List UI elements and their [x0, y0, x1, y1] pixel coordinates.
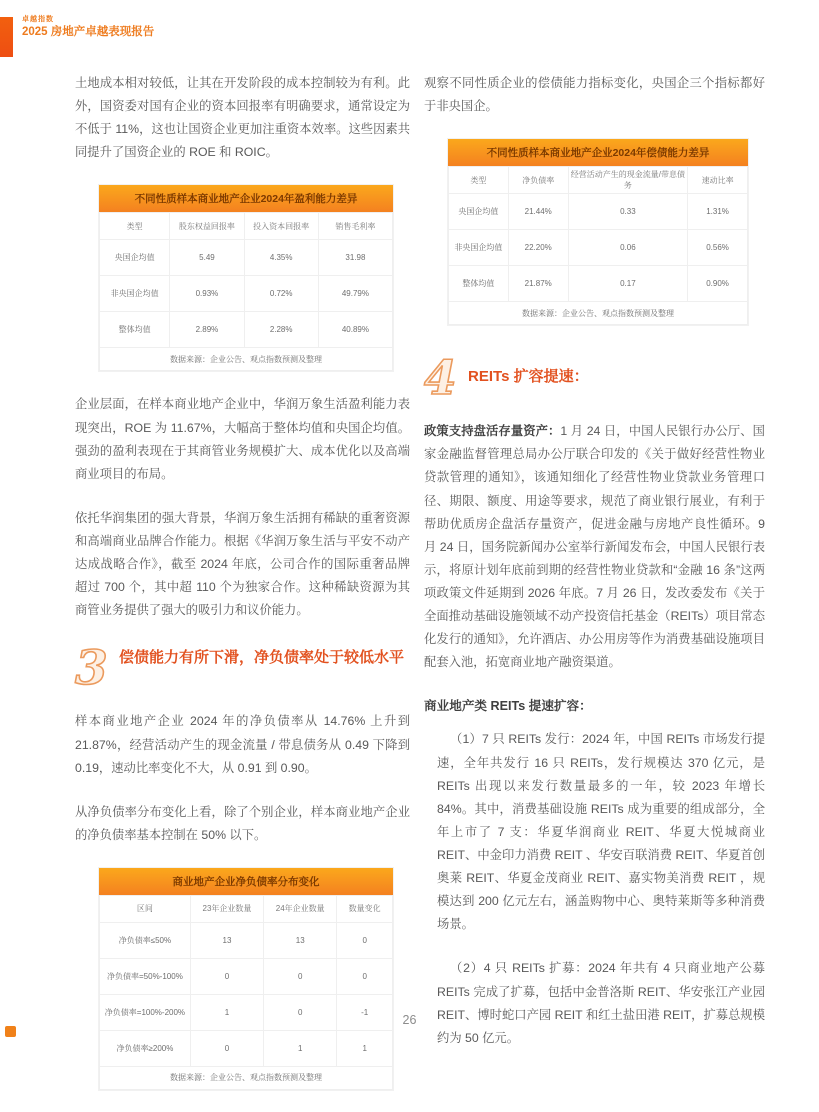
cell: 22.20% [508, 230, 568, 266]
brand-top-label: 卓越指数 [22, 16, 54, 23]
cell: 13 [264, 922, 337, 958]
column-header: 经营活动产生的现金流量/带息债务 [568, 167, 688, 194]
solvency-table [448, 139, 748, 325]
column-header: 区间 [100, 895, 191, 922]
column-header: 净负债率 [508, 167, 568, 194]
column-header: 24年企业数量 [264, 895, 337, 922]
section-3-number: 3 [75, 641, 108, 697]
cell: 0.90% [688, 266, 748, 302]
section-3-title: 偿债能力有所下滑，净负债率处于较低水平 [119, 649, 405, 667]
row-label: 非央国企均值 [449, 230, 509, 266]
cell: 0 [264, 994, 337, 1030]
cell: 0.17 [568, 266, 688, 302]
cell: 4.35% [244, 240, 318, 276]
reits-item-2: （2）4 只 REITs 扩募：2024 年共有 4 只商业地产公募 REITs 完成了扩募，包括中金普洛斯 REIT、华安张江产业园 REIT、博时蛇口产园 REIT 和红土盐田港 REIT，扩募总规模约为 50 亿元。 [437, 961, 765, 1045]
debt-distribution-table [99, 868, 393, 1090]
table-source-note: 数据来源：企业公告、观点指数预测及整理 [99, 348, 393, 371]
cell: 0 [264, 958, 337, 994]
paragraph-net-debt: 样本商业地产企业 2024 年的净负债率从 14.76% 上升到 21.87%，经营活动产生的现金流量 / 带息债务从 0.49 下降到 0.19，速动比率变化不大，从 0.91 到 0.90。 [75, 714, 411, 775]
section-3-heading [75, 641, 410, 697]
table-row [100, 312, 393, 348]
row-label: 净负债率≤50% [100, 922, 191, 958]
paragraph-brand-resources: 依托华润集团的强大背景，华润万象生活拥有稀缺的重奢资源和高端商业品牌合作能力。根据《华润万象生活与平安不动产达成战略合作》，截至 2024 年底，公司合作的国际重奢品牌超过 700 个，其中超 110 个为独家合作。这种稀缺资源为其商管业务提供了强大的吸引力和议价能力。 [75, 510, 411, 618]
page-content [0, 72, 819, 1112]
cell: 0 [337, 922, 393, 958]
cell: 13 [190, 922, 263, 958]
table-row [100, 240, 393, 276]
table-header-row [100, 213, 393, 240]
profitability-table [99, 185, 393, 371]
cell: 0.06 [568, 230, 688, 266]
cell: 2.89% [170, 312, 244, 348]
cell: 1 [190, 994, 263, 1030]
table-header-row [100, 895, 393, 922]
table-source-note: 数据来源：企业公告、观点指数预测及整理 [448, 302, 748, 325]
table-row [100, 958, 393, 994]
paragraph-solvency-observe: 观察不同性质企业的偿债能力指标变化，央国企三个指标都好于非央国企。 [424, 76, 765, 114]
row-label: 净负债率=50%-100% [100, 958, 191, 994]
row-label: 非央国企均值 [100, 276, 170, 312]
left-column [75, 72, 410, 1112]
page-number: 26 [402, 1013, 417, 1027]
paragraph-company-roe: 企业层面，在样本商业地产企业中，华润万象生活盈利能力表现突出，ROE 为 11.67%，大幅高于整体均值和央国企均值。强劲的盈利表现在于其商管业务规模扩大、成本优化以及高端商业项目的布局。 [75, 397, 411, 481]
debt-distribution-table-title: 商业地产企业净负债率分布变化 [99, 868, 393, 895]
profitability-table-title: 不同性质样本商业地产企业2024年盈利能力差异 [99, 185, 393, 212]
row-label: 央国企均值 [449, 194, 509, 230]
cell: 0 [190, 958, 263, 994]
cell: 21.44% [508, 194, 568, 230]
cell: 31.98 [318, 240, 392, 276]
cell: 0.56% [688, 230, 748, 266]
column-header: 类型 [449, 167, 509, 194]
cell: 1 [264, 1030, 337, 1066]
row-label: 净负债率≥200% [100, 1030, 191, 1066]
cell: 0.93% [170, 276, 244, 312]
table-row [100, 1030, 393, 1066]
cell: 0 [190, 1030, 263, 1066]
section-4-title: REITs 扩容提速： [468, 368, 589, 386]
table-row [449, 194, 748, 230]
cell: 40.89% [318, 312, 392, 348]
row-label: 整体均值 [100, 312, 170, 348]
row-label: 净负债率=100%-200% [100, 994, 191, 1030]
cell: 0.72% [244, 276, 318, 312]
column-header: 速动比率 [688, 167, 748, 194]
report-brand [22, 16, 154, 39]
row-label: 整体均值 [449, 266, 509, 302]
cell: -1 [337, 994, 393, 1030]
column-header: 类型 [100, 213, 170, 240]
table-row [100, 276, 393, 312]
table-source-note: 数据来源：企业公告、观点指数预测及整理 [99, 1067, 393, 1090]
paragraph-land-cost: 土地成本相对较低，让其在开发阶段的成本控制较为有利。此外，国资委对国有企业的资本回报率有明确要求，通常设定为不低于 11%，这也让国资企业更加注重资本效率。这些因素共同提升了国资企业的 ROE 和 ROIC。 [75, 76, 411, 160]
cell: 21.87% [508, 266, 568, 302]
column-header: 销售毛利率 [318, 213, 392, 240]
reits-subtitle: 商业地产类 REITs 提速扩容： [424, 699, 592, 714]
table-row [100, 922, 393, 958]
paragraph-policy [424, 420, 765, 674]
policy-lead-label: 政策支持盘活存量资产： [424, 424, 561, 439]
section-4-number: 4 [424, 351, 457, 407]
solvency-table-title: 不同性质样本商业地产企业2024年偿债能力差异 [448, 139, 748, 166]
cell: 1.31% [688, 194, 748, 230]
cell: 5.49 [170, 240, 244, 276]
table-row [449, 230, 748, 266]
cell: 2.28% [244, 312, 318, 348]
reits-item-1: （1）7 只 REITs 发行：2024 年，中国 REITs 市场发行提速，全年共发行 16 只 REITs，发行规模达 370 亿元，是 REITs 出现以来发行数量最多的一年，较 2023 年增长 84%。其中，消费基础设施 REITs 成为重要的组成部分，全年上市了 7 支：华夏华润商业 REIT、华夏大悦城商业 REIT、中金印力消费 REIT 、华安百联消费 REIT、华夏首创奥莱 REIT、华夏金茂商业 REIT、嘉实物美消费 REIT ，规模达到 200 亿元左右，涵盖购物中心、奥特莱斯等多种消费场景。 [437, 732, 765, 932]
column-header: 数量变化 [337, 895, 393, 922]
column-header: 23年企业数量 [190, 895, 263, 922]
corner-logo-mark [5, 1026, 16, 1037]
table-header-row [449, 167, 748, 194]
column-header: 股东权益回报率 [170, 213, 244, 240]
right-column [424, 72, 765, 1112]
column-header: 投入资本回报率 [244, 213, 318, 240]
cell: 49.79% [318, 276, 392, 312]
policy-body-text: 1 月 24 日，中国人民银行办公厅、国家金融监督管理总局办公厅联合印发的《关于做好经营性物业贷款管理的通知》，该通知细化了经营性物业贷款业务管理口径、期限、额度、用途等要求，规范了商业银行展业，有利于帮助优质房企盘活存量资产，促进金融与房地产良性循环。9 月 24 日，国务院新闻办公室举行新闻发布会，中国人民银行表示，将原计划年底前到期的经营性物业贷款和“金融 16 条”这两项政策文件延期到 2026 年底。7 月 26 日，发改委发布《关于全面推动基础设施领域不动产投资信托基金（REITs）项目常态化发行的通知》，允许酒店、办公用房等作为消费基础设施项目配套入池，拓宽商业地产融资渠道。 [424, 424, 765, 670]
cell: 1 [337, 1030, 393, 1066]
row-label: 央国企均值 [100, 240, 170, 276]
section-4-heading [424, 351, 765, 407]
cell: 0.33 [568, 194, 688, 230]
brand-accent-bar [0, 17, 13, 57]
report-title: 2025 房地产卓越表现报告 [22, 25, 155, 38]
paragraph-debt-distribution: 从净负债率分布变化上看，除了个别企业，样本商业地产企业的净负债率基本控制在 50% 以下。 [75, 804, 411, 842]
cell: 0 [337, 958, 393, 994]
table-row [449, 266, 748, 302]
